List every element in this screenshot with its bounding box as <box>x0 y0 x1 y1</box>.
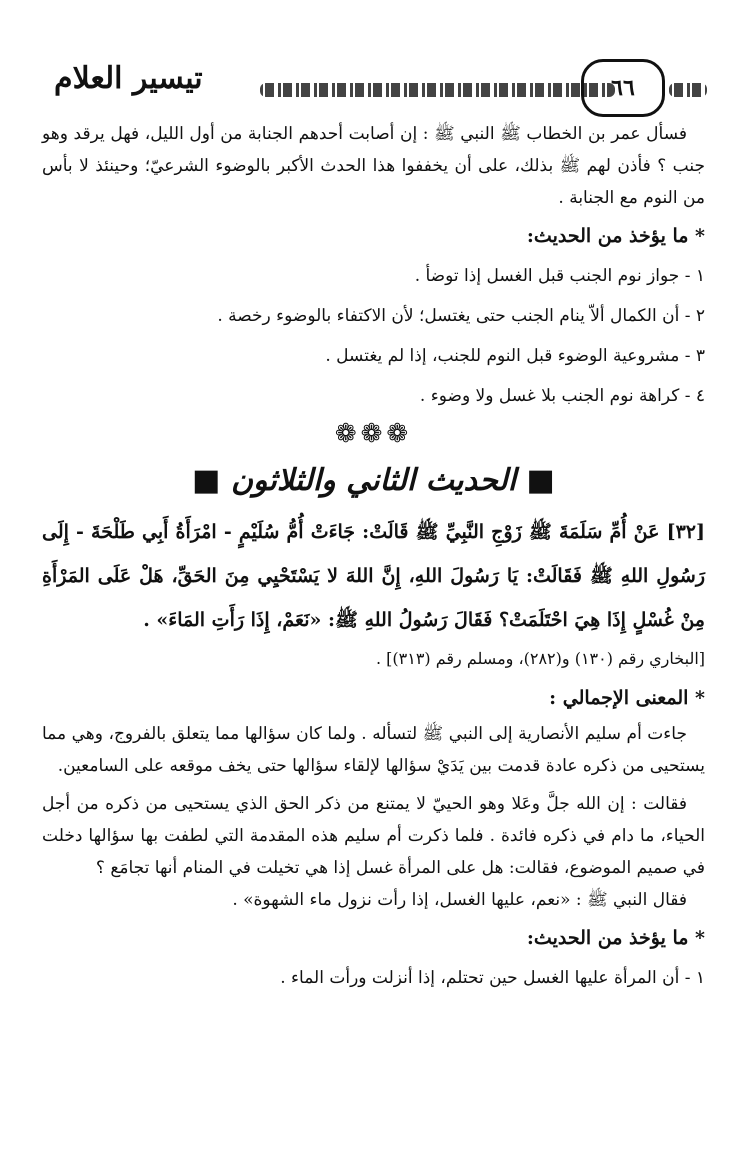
header-ornament-small <box>669 83 707 97</box>
header-ornament <box>260 83 615 97</box>
section-heading: * ما يؤخذ من الحديث: <box>526 927 705 949</box>
list-item: ١ - أن المرأة عليها الغسل حين تحتلم، إذا أنزلت ورأت الماء . <box>280 968 705 988</box>
section-heading: * ما يؤخذ من الحديث: <box>526 225 705 247</box>
hadith-text: [٣٢] عَنْ أُمِّ سَلَمَةَ ﷺ زَوْجِ النَّبِيِّ ﷺ قَالَتْ: جَاءَتْ أُمُّ سُلَيْمٍ - امْرَأَةُ أَبِي طَلْحَةَ - إِلَى رَسُولِ اللهِ ﷺ فَقَالَتْ: يَا رَسُولَ اللهِ، إِنَّ اللهَ لا يَسْتَحْيِي مِنَ الحَقِّ، هَلْ عَلَى المَرْأَةِ مِنْ غُسْلٍ إِذَا هِيَ احْتَلَمَتْ؟ فَقَالَ رَسُولُ اللهِ ﷺ: «نَعَمْ، إِذَا رَأَتِ المَاءَ» . <box>42 521 705 631</box>
hadith-reference: [البخاري رقم (١٣٠) و(٢٨٢)، ومسلم رقم (٣١٣)] . <box>375 649 705 668</box>
list-item: ٢ - أن الكمال ألاّ ينام الجنب حتى يغتسل؛ لأن الاكتفاء بالوضوء رخصة . <box>217 306 705 326</box>
list-item: ٣ - مشروعية الوضوء قبل النوم للجنب، إذا لم يغتسل . <box>325 346 705 366</box>
page-content <box>42 118 705 998</box>
flower-divider: ❁❁❁ <box>334 419 413 449</box>
paragraph: فسأل عمر بن الخطاب ﷺ النبي ﷺ : إن أصابت أحدهم الجنابة من أول الليل، فهل يرقد وهو جنب ؟ فأذن لهم ﷺ بذلك، على أن يخففوا هذا الحدث الأكبر بالوضوء الشرعيّ؛ وحينئذ لا بأس من النوم مع الجنابة . <box>42 124 705 208</box>
list-item: ١ - جواز نوم الجنب قبل الغسل إذا توضأ . <box>414 266 705 286</box>
paragraph: فقال النبي ﷺ : «نعم، عليها الغسل، إذا رأت نزول ماء الشهوة» . <box>232 890 687 910</box>
list-item: ٤ - كراهة نوم الجنب بلا غسل ولا وضوء . <box>419 386 705 406</box>
paragraph: فقالت : إن الله جلَّ وعَلا وهو الحييّ لا يمتنع من ذكر الحق الذي يستحيى من ذكره من أجل الحياء، ما دام في ذكره فائدة . فلما ذكرت أم سليم هذه المقدمة التي لطفت بها سؤالها دخلت في صميم الموضوع، فقالت: هل على المرأة غسل إذا هي تخيلت في المنام أنها تجامَع ؟ <box>42 794 705 878</box>
paragraph: جاءت أم سليم الأنصارية إلى النبي ﷺ لتسأله . ولما كان سؤالها مما يتعلق بالفروج، وهي مما يستحيى من ذكره عادة قدمت بين يَدَيْ سؤالها لإلقاء سؤالها حتى يخف موقعه على السامعين. <box>42 724 705 776</box>
page-header <box>40 55 715 115</box>
page-number: ٦٦ <box>581 59 665 117</box>
book-title: تيسير العلام <box>54 61 203 96</box>
section-heading: * المعنى الإجمالي : <box>549 687 705 709</box>
hadith-title: ■ الحديث الثاني والثلاثون ■ <box>192 463 555 498</box>
